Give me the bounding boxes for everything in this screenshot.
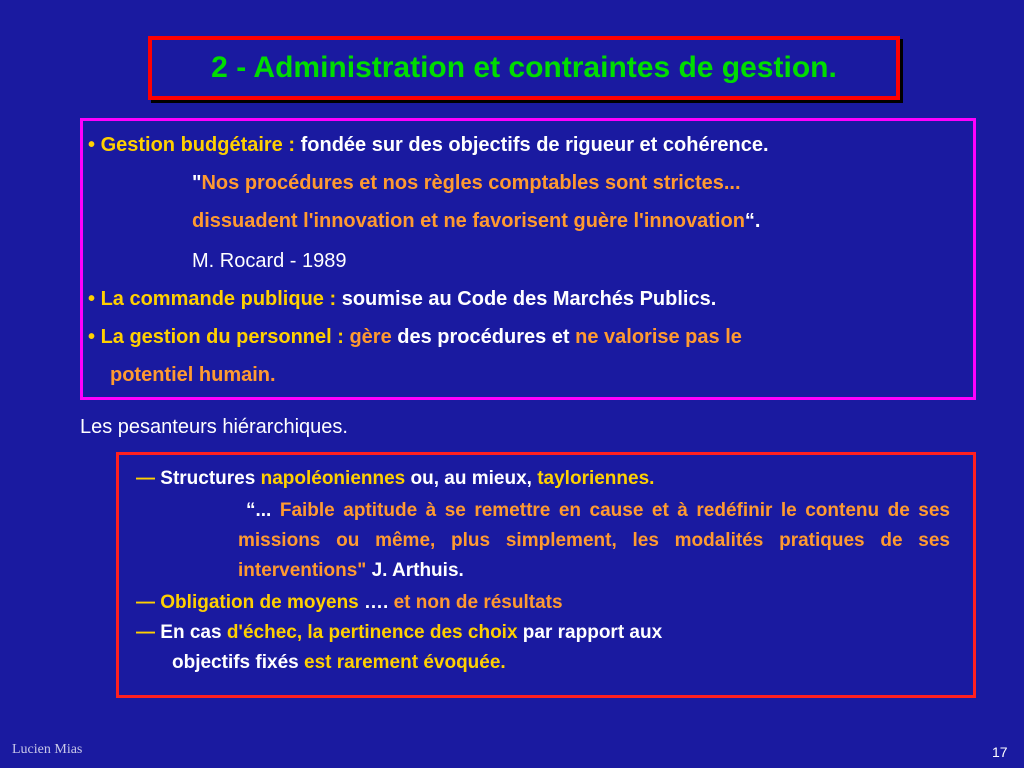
- quote-body: Faible aptitude à se remettre en cause et à redéfinir le contenu de ses missions ou même, plus simplement, les modalités pratiques de ses interventions": [238, 500, 950, 581]
- echec-tail: par rapport aux: [517, 622, 663, 643]
- subtitle: Les pesanteurs hiérarchiques.: [80, 416, 348, 438]
- napoleoniennes: napoléoniennes: [260, 468, 406, 489]
- echec-text: En cas: [160, 622, 227, 643]
- ellipsis: ….: [358, 592, 394, 613]
- page-number: 17: [992, 744, 1008, 760]
- objectifs-text: objectifs fixés: [172, 652, 304, 673]
- title-box: [148, 36, 900, 100]
- dash: —: [136, 592, 161, 613]
- quote-close: “.: [744, 210, 761, 232]
- personnel-verb: gère: [349, 326, 392, 348]
- slide-title: 2 - Administration et contraintes de gestion.: [211, 51, 837, 84]
- personnel-label: La gestion du personnel :: [100, 326, 350, 348]
- bullet: •: [88, 326, 101, 348]
- personnel-emph-1: ne valorise pas le: [575, 326, 742, 348]
- objectifs-line: [172, 652, 506, 674]
- rocard-quote-line2: [192, 210, 760, 233]
- personnel-emph-2: potentiel humain.: [110, 364, 276, 386]
- tayloriennes: tayloriennes.: [537, 468, 655, 489]
- obligation-emph: et non de résultats: [393, 592, 563, 613]
- commande-line: [88, 288, 716, 311]
- obligation-line: [136, 592, 563, 614]
- objectifs-emph: est rarement évoquée.: [304, 652, 506, 673]
- dash: —: [136, 468, 161, 489]
- structures-text: Structures: [160, 468, 261, 489]
- quote-author: J. Arthuis.: [366, 560, 464, 581]
- bullet: •: [88, 134, 101, 156]
- personnel-text: des procédures et: [391, 326, 576, 348]
- structures-mid: ou, au mieux,: [405, 468, 538, 489]
- budget-label: Gestion budgétaire :: [100, 134, 301, 156]
- echec-emph: d'échec, la pertinence des choix: [226, 622, 518, 643]
- commande-label: La commande publique :: [100, 288, 342, 310]
- rocard-quote-line1: [192, 172, 741, 195]
- structures-line: [136, 468, 654, 490]
- echec-line: [136, 622, 662, 644]
- quote-open: ": [192, 172, 202, 194]
- quote-open: “...: [246, 500, 280, 521]
- dash: —: [136, 622, 161, 643]
- bullet: •: [88, 288, 101, 310]
- quote-text-2: dissuadent l'innovation et ne favorisent guère l'innovation: [192, 210, 745, 232]
- commande-text: soumise au Code des Marchés Publics.: [341, 288, 717, 310]
- obligation-label: Obligation de moyens: [160, 592, 359, 613]
- budget-text: fondée sur des objectifs de rigueur et cohérence.: [300, 134, 769, 156]
- personnel-line: [88, 326, 742, 349]
- quote-author: M. Rocard - 1989: [192, 250, 347, 272]
- arthuis-quote: [238, 496, 950, 586]
- quote-text-1: Nos procédures et nos règles comptables sont strictes...: [201, 172, 741, 194]
- budget-line: [88, 134, 769, 157]
- footer-author: Lucien Mias: [12, 742, 83, 757]
